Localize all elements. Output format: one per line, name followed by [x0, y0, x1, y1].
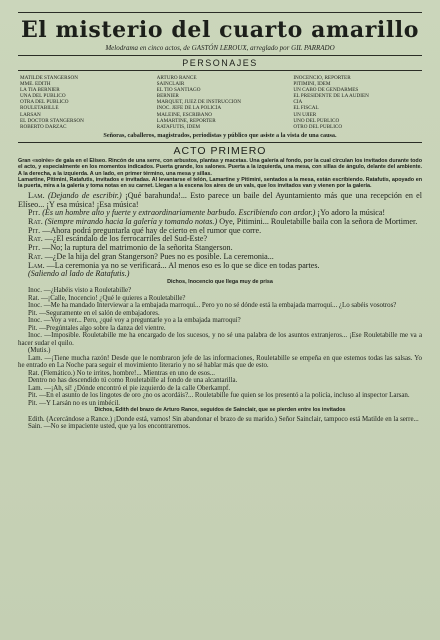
stage-direction: (Mutis.) — [28, 347, 51, 355]
dialogue-line — [18, 317, 422, 325]
line-text: ¡Donde está, vamos! Sin abandonar el brazo de su marido.) Señor Sainclair, tampoco está Matilde en la serre... — [113, 415, 419, 423]
cast-footer: Señoras, caballeros, magistrados, periodistas y público que asiste a la vista de una causa. — [103, 131, 337, 139]
cast-member: OTRA DEL PÚBLICO — [20, 99, 69, 106]
cast-member: INOC. JEFE DE LA POLICÍA — [156, 105, 222, 112]
line-text: —Me ha mandado Interviewar a la embajada marroquí... Pero yo no sé dónde está la embajada marroquí... ¿Lo sabéis vosotros? — [43, 302, 397, 310]
speaker-name: Rat. — [28, 294, 40, 302]
scene-note: Dichos, Inocencio que llega muy de prisa — [167, 278, 273, 285]
line-text: —¡Calle, Inocencio! ¿Qué le quieres a Rouletabille? — [41, 294, 186, 302]
line-text: —Voy a ver... Pero, ¿qué voy a preguntarle yo a la embajada marroquí? — [43, 317, 241, 325]
dialogue-line — [18, 385, 422, 393]
speaker-name: Rat. — [28, 369, 40, 377]
line-text: —¿El escándalo de los ferrocarriles del Sud-Este? — [44, 234, 208, 244]
dialogue-line — [18, 270, 422, 279]
speaker-name: Lam. — [28, 384, 43, 392]
dialogue-block-3 — [18, 416, 422, 431]
speaker-name: Pit. — [28, 399, 38, 407]
cast-member: ROBERTO DARZAC — [20, 123, 67, 130]
dialogue-line — [18, 192, 422, 209]
speaker-name: Rat. — [28, 234, 43, 244]
cast-member: EL DOCTOR STANGERSON — [20, 117, 84, 124]
dialogue-line — [18, 416, 422, 424]
line-text: —Ahora podrá preguntarla qué hay de cierto en el rumor que corre. — [42, 225, 262, 235]
cast-member: UNO DEL PÚBLICO — [293, 117, 340, 124]
stage-direction: (Acercándose a Rance.) — [46, 415, 113, 423]
speaker-name: Lam. — [28, 190, 45, 200]
speaker-name: Pit. — [28, 243, 41, 253]
cast-member: ARTURO RANCE — [156, 75, 197, 81]
dialogue-line — [18, 392, 422, 400]
page-subtitle: Melodrama en cinco actos, de GASTÓN LEROUX, arreglado por GIL PARRADO — [105, 44, 335, 52]
dialogue-block — [18, 192, 422, 279]
cast-member: UNA DEL PÚBLICO — [20, 93, 66, 100]
line-text: —No se impaciente usted, que ya los encontraremos. — [43, 423, 191, 431]
cast-member: MARQUET, JUEZ DE INSTRUCCIÓN — [156, 99, 241, 106]
line-text: —¿Habéis visto a Rouletabille? — [43, 287, 132, 295]
line-text: —¡Tiene mucha razón! Desde que le nombraron jefe de las informaciones, Rouletabille se empeña en que estemos todas las salsas. Yo he entrado en La Noche para seguir el movimiento literario y no sé hablar más que de esto. — [18, 354, 422, 370]
divider — [18, 70, 422, 71]
speaker-name: Pit. — [28, 225, 41, 235]
cast-member: MALEINE, ESCRIBANO — [156, 111, 212, 118]
cast-member: LAMARTINE, REPORTER — [156, 117, 216, 124]
cast-member: LARSAN — [20, 111, 41, 118]
line-text: ¡Qué barahunda!... Esto parece un baile del Ayuntamiento más que una recepción en el Elíseo... ¡Y esa música! ¡Esa música! — [18, 190, 423, 209]
line-text: —Seguramente en el salón de embajadores. — [39, 309, 160, 317]
speaker-name: Pit. — [28, 309, 38, 317]
speaker-name: Inoc. — [28, 302, 42, 310]
cast-member: EL PRESIDENTE DE LA AUDIEN — [293, 93, 369, 100]
line-text: —¡Ah, sí! ¿Dónde encontró el pie izquierdo de la calle Oberkampf. — [44, 384, 231, 392]
cast-member: OTRO DEL PÚBLICO — [293, 123, 343, 130]
stage-directions: Gran «soirée» de gala en el Elíseo. Rincón de una serre, con arbustos, plantas y macetas. Una galería al fondo, por la cual circulan los invitados durante todo el acto, y especialmente en los momentos indicados. Puerta grande, los salones. Puerta a la izquierda, una mesa, con sillas de ángulo, delante del ambiente. A la derecha, a la izquierda. A un lado, en primer término, una mesa y sillas. — [18, 157, 422, 177]
line-text: —No; la ruptura del matrimonio de la señorita Stangerson. — [42, 243, 233, 253]
speaker-name: Rat. — [28, 216, 43, 226]
dialogue-line — [18, 302, 422, 310]
dialogue-line — [18, 377, 422, 385]
speaker-name: Pit. — [28, 324, 38, 332]
speaker-name: Lam. — [28, 260, 45, 270]
speaker-name: Inoc. — [28, 317, 42, 325]
cast-member: MATILDE STANGERSON — [20, 75, 78, 81]
dialogue-line — [18, 295, 422, 303]
line-text: —Pregúntales algo sobre la danza del vientre. — [39, 324, 166, 332]
scene-note-2: Dichos, Edith del brazo de Arturo Rance, seguidos de Sainclair, que se pierden entre los invitados — [94, 407, 346, 414]
line-text: ¡Yo adoro la música! — [317, 208, 386, 218]
line-text: —En el asunto de los lingotes de oro ¿no os acordáis?... Rouletabille fue quien se los presentó a la policía, incluso al inspector Larsan. — [39, 392, 410, 400]
speaker-name: Inoc. — [28, 287, 42, 295]
divider — [18, 55, 422, 56]
cast-member: PITIMINI, ÍDEM — [293, 81, 331, 88]
cast-column-1 — [20, 75, 147, 130]
cast-column-3 — [293, 75, 420, 130]
line-text: —Y Larsán no es un imbécil. — [39, 399, 121, 407]
top-rule — [18, 12, 422, 13]
cast-heading: PERSONAJES — [182, 58, 258, 68]
line-text: No te irrites, hombre!... Mientras en uno de esos... — [76, 369, 215, 377]
dialogue-block-2 — [18, 287, 422, 407]
cast-member: EL TÍO SANTIAGO — [156, 87, 201, 94]
line-text: Dentro no has descendido tú como Rouletabille al fondo de una alcantarilla. — [28, 377, 238, 385]
line-text: —Imposible. Rouletabille me ha encargado de los sucesos, y no sé una palabra de los asuntos extranjeros... ¡Ese Rouletabille me va a hacer sudar el quilo. — [18, 332, 422, 347]
dialogue-line — [18, 423, 422, 431]
cast-member: BERNIER — [156, 93, 179, 100]
dialogue-line — [18, 355, 422, 370]
speaker-name: Rat. — [28, 251, 43, 261]
dialogue-line — [18, 347, 422, 355]
cast-member: MME. EDITH — [20, 81, 51, 88]
speaker-name: Pit. — [28, 208, 41, 218]
stage-direction: (Saliendo al lado de Ratafutis.) — [28, 269, 130, 279]
cast-member: INOCENCIO, REPORTER — [293, 75, 351, 81]
page-title: El misterio del cuarto amarillo — [20, 17, 420, 43]
dialogue-line — [18, 310, 422, 318]
stage-direction: (Dejando de escribir.) — [47, 190, 122, 200]
cast-member: LA TIA BERNIER — [20, 87, 60, 94]
stage-directions-2: Lamartine, Pitimini, Ratafutis, invitados e invitadas. Al levantarse el telón, Lamartine y Pitimini, sentados a la mesa, están escribiendo. Ratafutis, apoyado en la puerta, mira a la galería y toma notas en su carnet. Llegan a la escena los aires de un vals, que los invitados van y vienen por la galería. — [18, 177, 422, 190]
speaker-name: Sain. — [28, 423, 42, 431]
act-heading: ACTO PRIMERO — [173, 144, 267, 157]
dialogue-line — [18, 370, 422, 378]
dialogue-line — [18, 325, 422, 333]
line-text: Oye, Pitimini... Rouletabille baila con la señora de Mortimer. — [219, 216, 418, 226]
dialogue-line — [18, 332, 422, 347]
dialogue-line — [18, 400, 422, 408]
cast-member: CIA — [293, 99, 303, 106]
cast-member: RATAFUTIS, ÍDEM — [156, 123, 201, 130]
speaker-name: Inoc. — [28, 332, 42, 340]
stage-direction: (Es un hombre alto y fuerte y extraordinariamente barbudo. Escribiendo con ardor.) — [42, 208, 316, 218]
speaker-name: Lam. — [28, 354, 43, 362]
cast-member: SAINCLAIR — [156, 81, 185, 88]
cast-list — [14, 73, 426, 130]
cast-member: UN CABO DE GENDARMES — [293, 87, 359, 94]
line-text: —La ceremonia ya no se verificará... Al menos eso es lo que se dice en todas partes. — [46, 260, 320, 270]
stage-direction: (Siempre mirando hacia la galería y tomando notas.) — [44, 216, 218, 226]
line-text: —¿De la hija del gran Stangerson? Pues no es posible. La ceremonia... — [44, 251, 274, 261]
cast-member: EL FISCAL — [293, 105, 319, 112]
dialogue-line — [18, 287, 422, 295]
cast-column-2 — [157, 75, 284, 130]
cast-member: UN UJIER — [293, 111, 317, 118]
cast-member: ROULETABILLE — [20, 105, 59, 112]
stage-direction: (Flemático.) — [41, 369, 75, 377]
speaker-name: Edith. — [28, 415, 45, 423]
divider — [18, 142, 422, 143]
speaker-name: Pit. — [28, 392, 38, 400]
